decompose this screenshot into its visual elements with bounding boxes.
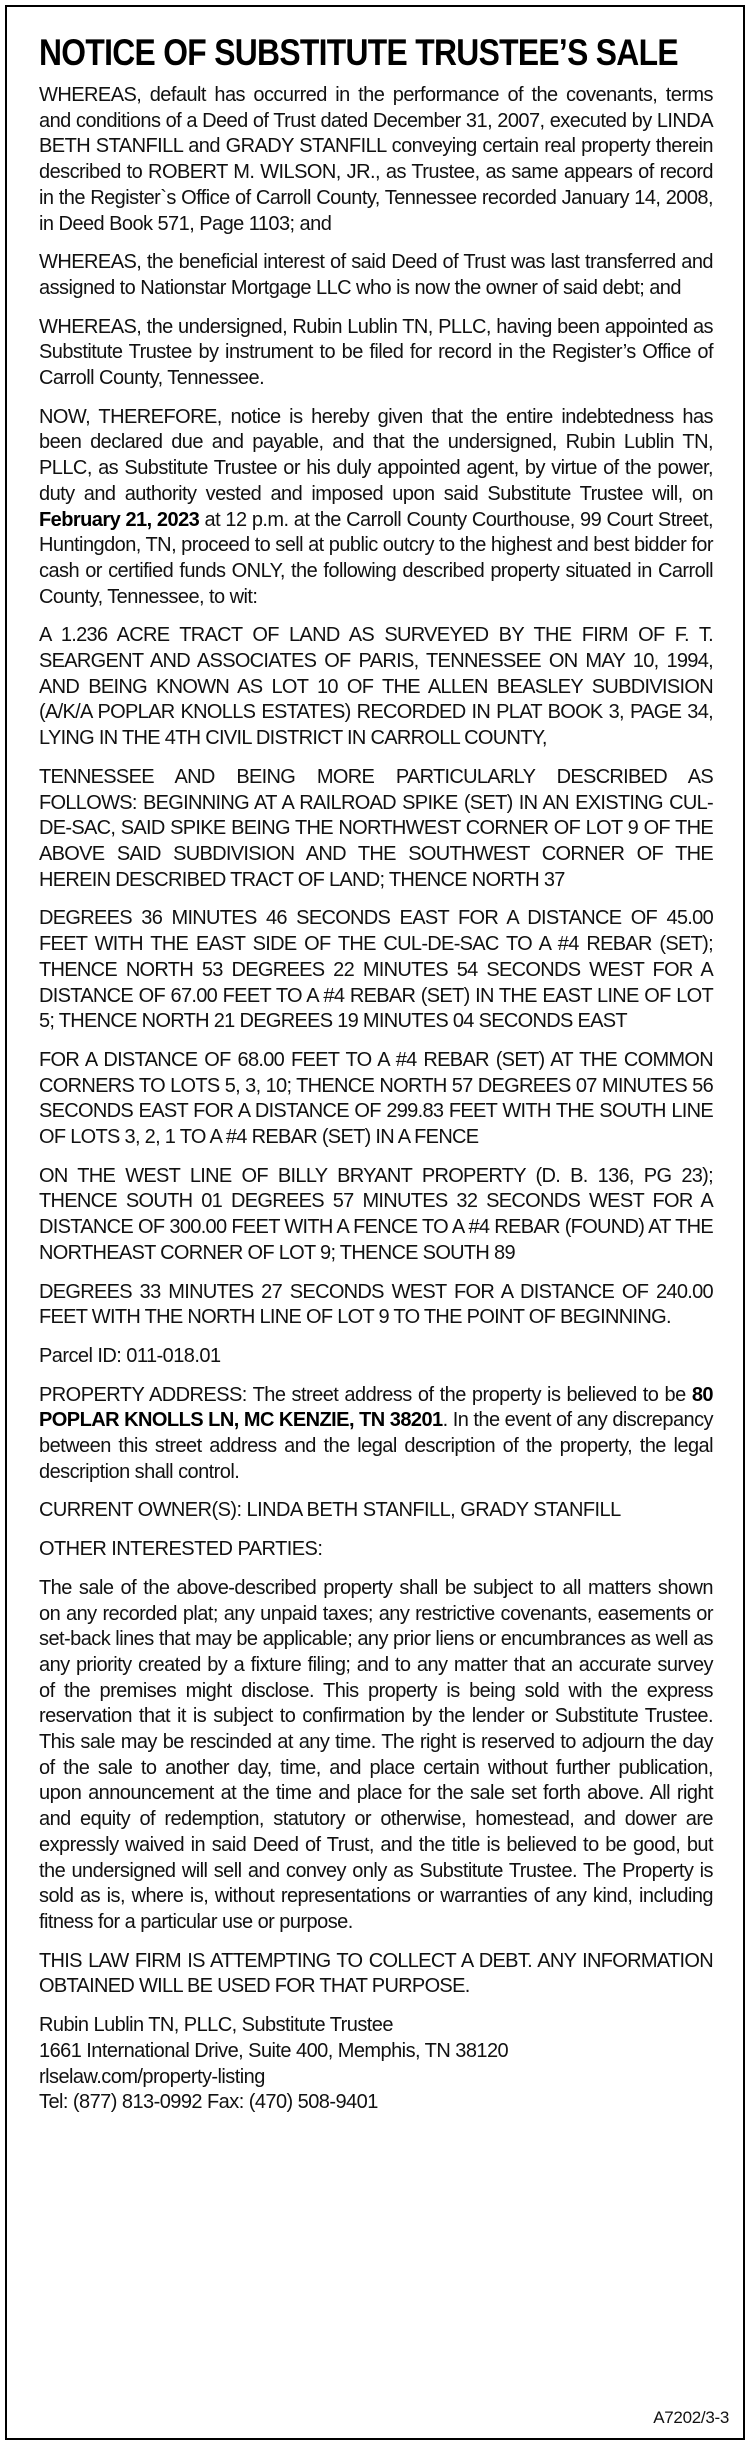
sale-date: February 21, 2023 (39, 508, 200, 531)
other-interested-parties: OTHER INTERESTED PARTIES: (39, 1538, 323, 1561)
property-address-text-a: PROPERTY ADDRESS: The street address of the property is believed to be (39, 1383, 692, 1406)
legal-description-2: TENNESSEE AND BEING MORE PARTICULARLY DESCRIBED AS FOLLOWS: BEGINNING AT A RAILROAD SPIKE (SET) IN AN EXISTING CUL-DE-SAC, SAID SPIKE BEING THE NORTHWEST CORNER OF LOT 9 OF THE ABOVE SAID SUBDIVISION AND THE SOUTHWEST CORNER OF THE HEREIN DESCRIBED TRACT OF LAND; THENCE NORTH 37 (39, 765, 713, 891)
firm-phone-fax: Tel: (877) 813-0992 Fax: (470) 508-9401 (39, 2091, 378, 2114)
firm-name: Rubin Lublin TN, PLLC, Substitute Trustee (39, 2014, 393, 2037)
sale-conditions-paragraph: The sale of the above-described property shall be subject to all matters shown on any recorded plat; any unpaid taxes; any restrictive covenants, easements or set-back lines that may be applicable; any prior liens or encumbrances as well as any priority created by a fixture filing; and to any matter that an accurate survey of the premises might disclose. This property is being sold with the express reservation that it is subject to confirmation by the lender or Substitute Trustee. This sale may be rescinded at any time. The right is reserved to adjourn the day of the sale to another day, time, and place certain without further publication, upon announcement at the time and place for the sale set forth above. All right and equity of redemption, statutory or otherwise, homestead, and dower are expressly waived in said Deed of Trust, and the title is believed to be good, but the undersigned will sell and convey only as Substitute Trustee. The Property is sold as is, where is, without representations or warranties of any kind, including fitness for a particular use or purpose. (39, 1576, 713, 1933)
firm-contact-block (39, 2013, 713, 2116)
firm-website: rlselaw.com/property-listing (39, 2065, 265, 2088)
firm-address: 1661 International Drive, Suite 400, Memphis, TN 38120 (39, 2039, 509, 2062)
sale-notice-text-a: NOW, THEREFORE, notice is hereby given that the entire indebtedness has been declared due and payable, and that the undersigned, Rubin Lublin TN, PLLC, as Substitute Trustee or his duly appointed agent, by virtue of the power, duty and authority vested and imposed upon said Substitute Trustee will, on (39, 405, 713, 505)
debt-collection-disclaimer: THIS LAW FIRM IS ATTEMPTING TO COLLECT A DEBT. ANY INFORMATION OBTAINED WILL BE USED FOR THAT PURPOSE. (39, 1949, 713, 1998)
current-owners: CURRENT OWNER(S): LINDA BETH STANFILL, GRADY STANFILL (39, 1499, 621, 1522)
sale-notice-text-b: at 12 p.m. at the Carroll County Courthouse, 99 Court Street, Huntingdon, TN, proceed to sell at public outcry to the highest and best bidder for cash or certified funds ONLY, the following described property situated in Carroll County, Tennessee, to wit: (39, 508, 713, 608)
whereas-assignment-paragraph: WHEREAS, the beneficial interest of said Deed of Trust was last transferred and assigned to Nationstar Mortgage LLC who is now the owner of said debt; and (39, 251, 713, 299)
legal-description-3: DEGREES 36 MINUTES 46 SECONDS EAST FOR A DISTANCE OF 45.00 FEET WITH THE EAST SIDE OF THE CUL-DE-SAC TO A #4 REBAR (SET); THENCE NORTH 53 DEGREES 22 MINUTES 54 SECONDS WEST FOR A DISTANCE OF 67.00 FEET TO A #4 REBAR (SET) IN THE EAST LINE OF LOT 5; THENCE NORTH 21 DEGREES 19 MINUTES 04 SECONDS EAST (39, 907, 713, 1033)
legal-description-6: DEGREES 33 MINUTES 27 SECONDS WEST FOR A DISTANCE OF 240.00 FEET WITH THE NORTH LINE OF LOT 9 TO THE POINT OF BEGINNING. (39, 1280, 713, 1329)
sale-notice-paragraph (39, 405, 713, 611)
legal-notice (5, 5, 745, 2440)
property-address-paragraph (39, 1383, 713, 1486)
legal-description-5: ON THE WEST LINE OF BILLY BRYANT PROPERTY (D. B. 136, PG 23); THENCE SOUTH 01 DEGREES 57 MINUTES 32 SECONDS WEST FOR A DISTANCE OF 300.00 FEET WITH A FENCE TO A #4 REBAR (FOUND) AT THE NORTHEAST CORNER OF LOT 9; THENCE SOUTH 89 (39, 1164, 713, 1264)
parcel-id: Parcel ID: 011-018.01 (39, 1344, 221, 1367)
legal-description-1: A 1.236 ACRE TRACT OF LAND AS SURVEYED BY THE FIRM OF F. T. SEARGENT AND ASSOCIATES OF PARIS, TENNESSEE ON MAY 10, 1994, AND BEING KNOWN AS LOT 10 OF THE ALLEN BEASLEY SUBDIVISION (A/K/A POPLAR KNOLLS ESTATES) RECORDED IN PLAT BOOK 3, PAGE 34, LYING IN THE 4TH CIVIL DISTRICT IN CARROLL COUNTY, (39, 624, 713, 750)
whereas-default-paragraph: WHEREAS, default has occurred in the performance of the covenants, terms and conditions of a Deed of Trust dated December 31, 2007, executed by LINDA BETH STANFILL and GRADY STANFILL conveying certain real property therein described to ROBERT M. WILSON, JR., as Trustee, as same appears of record in the Register`s Office of Carroll County, Tennessee recorded January 14, 2008, in Deed Book 571, Page 1103; and (39, 84, 713, 235)
notice-title: NOTICE OF SUBSTITUTE TRUSTEE’S SALE (39, 32, 678, 73)
property-address: 80 POPLAR KNOLLS LN, MC KENZIE, TN 38201 (39, 1383, 713, 1432)
property-address-text-b: . In the event of any discrepancy between this street address and the legal description of the property, the legal description shall control. (39, 1409, 713, 1483)
ad-code: A7202/3-3 (653, 2408, 729, 2427)
legal-description-4: FOR A DISTANCE OF 68.00 FEET TO A #4 REBAR (SET) AT THE COMMON CORNERS TO LOTS 5, 3, 10; THENCE NORTH 57 DEGREES 07 MINUTES 56 SECONDS EAST FOR A DISTANCE OF 299.83 FEET WITH THE SOUTH LINE OF LOTS 3, 2, 1 TO A #4 REBAR (SET) IN A FENCE (39, 1048, 713, 1149)
whereas-appointment-paragraph: WHEREAS, the undersigned, Rubin Lublin TN, PLLC, having been appointed as Substitute Trustee by instrument to be filed for record in the Register’s Office of Carroll County, Tennessee. (39, 315, 713, 390)
